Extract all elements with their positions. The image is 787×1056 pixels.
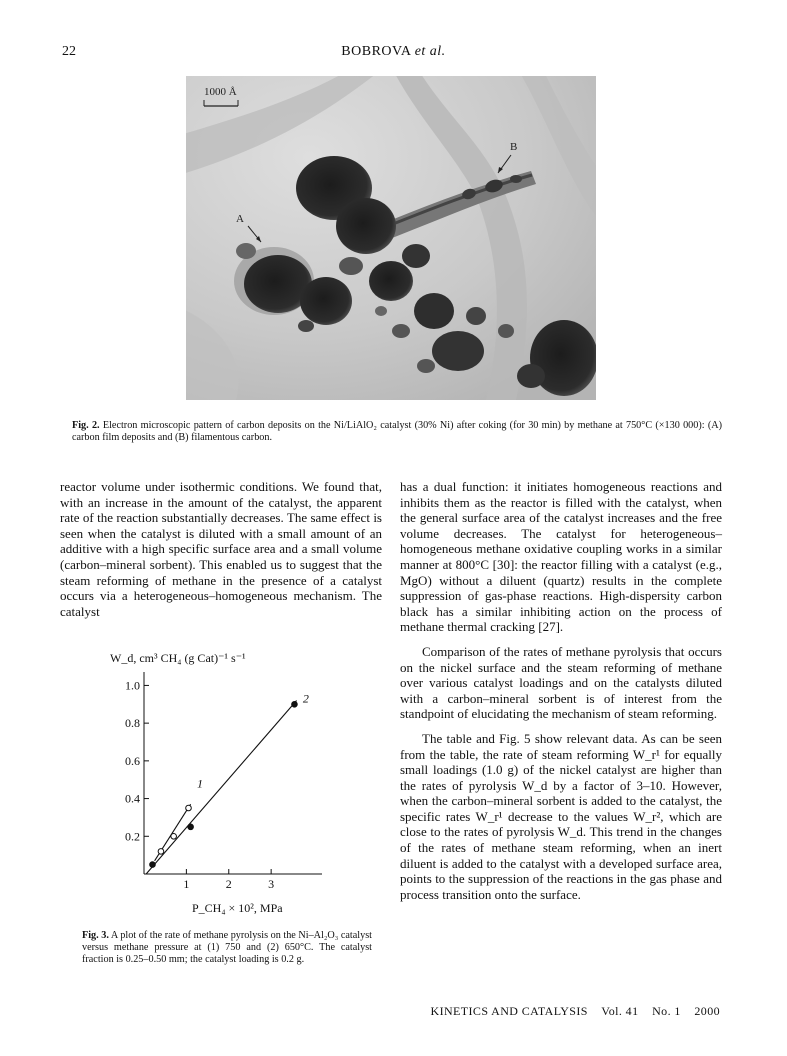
right-paragraph-1: has a dual function: it initiates homogeneous reactions and inhibits them as the reactor is filled with the catalyst, when the general surface area of the catalyst increases and the free volume decreases. The catalyst for heterogeneous–homogeneous methane oxidative coupling works in a similar manner at 800°C [30]: the reactor filling with a catalyst (e.g., MgO) without a diluent (quartz) results in the complete suppression of gas-phase reactions. High-dispersity carbon black has a similar inhibiting action on the process of methane thermal cracking [27]. (400, 479, 722, 635)
fig2-caption-label: Fig. 2. (72, 420, 100, 431)
y-tick-label: 1.0 (125, 678, 140, 693)
fig2-caption (72, 420, 722, 444)
running-head (0, 44, 787, 60)
series-1-point (171, 833, 177, 839)
fig2-caption-text: Electron microscopic pattern of carbon deposits on the Ni/LiAlO₂ catalyst (30% Ni) after coking (for 30 min) by methane at 750°C (×130 000): (A) carbon film deposits and (B) filamentous carbon. (72, 420, 722, 443)
y-tick-label: 0.2 (125, 829, 140, 844)
footer-journal: KINETICS AND CATALYSIS (430, 1004, 588, 1018)
fig3-caption-text: A plot of the rate of methane pyrolysis on the Ni–Al₂O₃ catalyst versus methane pressure at (1) 750 and (2) 650°C. The catalyst fraction is 0.25–0.50 mm; the catalyst loading is 0.2 g. (82, 930, 373, 965)
y-tick-label: 0.6 (125, 753, 140, 768)
series-1-point (158, 849, 164, 855)
series-2-fit-line (146, 701, 296, 874)
right-paragraph-2: Comparison of the rates of methane pyrolysis that occurs on the nickel surface and the steam reforming of methane over various catalyst loadings and on the catalysts diluted with a carbon–mineral sorbent is of interest from the standpoint of elucidating the mechanism of steam reforming. (400, 643, 722, 722)
series-1-label: 1 (196, 776, 203, 791)
y-axis-label: W_d, cm³ CH₄ (g Cat)⁻¹ s⁻¹ (110, 651, 246, 665)
fig3-chart (82, 646, 372, 924)
scale-bar-label: 1000 Å (204, 86, 237, 98)
running-head-etal: et al. (414, 44, 446, 59)
fig3-caption (82, 930, 372, 966)
x-tick-label: 2 (225, 877, 232, 891)
y-tick-label: 0.8 (125, 716, 140, 731)
left-paragraph: reactor volume under isothermic conditions. We found that, with an increase in the amount of the catalyst, the apparent rate of the reaction substantially decreases. The same effect is seen when the catalyst is diluted with a small amount of an additive with a high specific surface area and a small volume (carbon–mineral sorbent). This enabled us to suggest that the steam reforming of methane in the presence of a catalyst occurs via a heterogeneous–homogeneous mechanism. The catalyst (60, 479, 382, 619)
fig3-caption-label: Fig. 3. (82, 930, 109, 941)
running-head-authors: BOBROVA (341, 44, 411, 59)
series-1-point (186, 805, 192, 811)
footer-year: 2000 (694, 1004, 720, 1018)
right-column-text (400, 479, 722, 902)
x-axis-label: P_CH₄ × 10², MPa (192, 901, 283, 915)
series-2-point (188, 824, 194, 830)
electron-micrograph (186, 76, 596, 400)
x-tick-label: 1 (183, 877, 190, 891)
left-column-text (60, 479, 382, 619)
series-2-point (150, 862, 156, 868)
y-tick-label: 0.4 (125, 791, 140, 806)
footer-number: No. 1 (652, 1004, 681, 1018)
footer (398, 1004, 720, 1019)
label-b: B (510, 141, 518, 153)
right-paragraph-3: The table and Fig. 5 show relevant data. As can be seen from the table, the rate of steam reforming W_r¹ for equally small loadings (1.0 g) of the nickel catalyst are higher than the rates of pyrolysis W_d by a factor of 3–10. However, when the carbon–mineral sorbent is added to the catalyst, the specific rates W_r¹ decrease to the values W_r², which are close to the rates of pyrolysis W_d. This trend in the changes of the rates of methane steam reforming, when an inert diluent is added to the catalyst with a developed surface area, points to the suppression of the reactions in the gas phase and process transition onto the surface. (400, 730, 722, 902)
label-a: A (236, 213, 244, 225)
x-tick-label: 3 (268, 877, 275, 891)
page-number: 22 (62, 44, 76, 59)
footer-volume: Vol. 41 (601, 1004, 639, 1018)
series-2-point (292, 701, 298, 707)
series-2-label: 2 (302, 691, 309, 706)
